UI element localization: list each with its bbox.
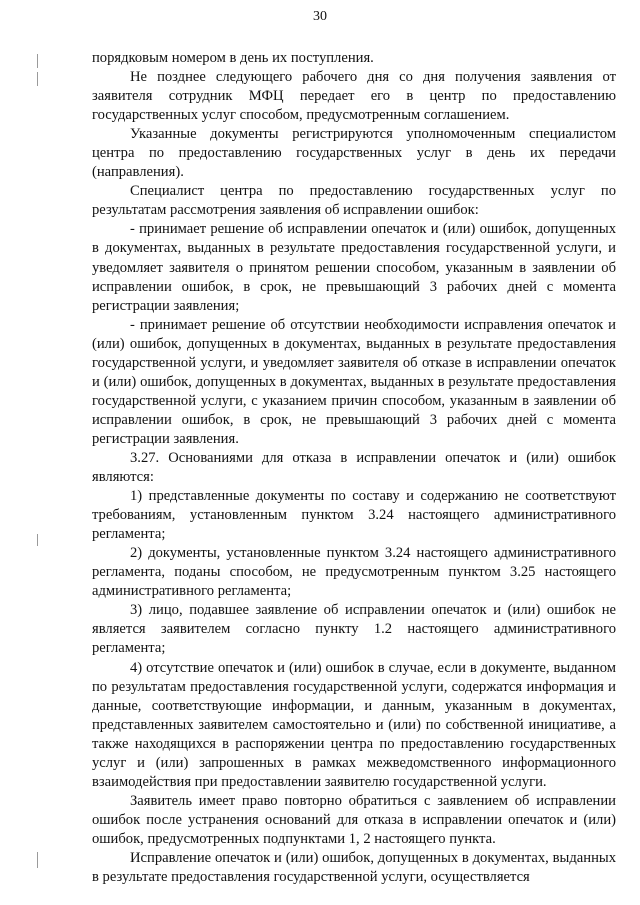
paragraph-3-27-grounds: 3.27. Основаниями для отказа в исправлении опечаток и (или) ошибок являются: (92, 449, 616, 486)
paragraph-continuation: порядковым номером в день их поступления. (92, 50, 374, 66)
scan-margin-mark (37, 54, 38, 68)
paragraph-correction-procedure: Исправление опечаток и (или) ошибок, допущенных в документах, выданных в результате предоставления государственной услуги, осуществляется (92, 849, 616, 886)
body-text (92, 49, 616, 887)
paragraph-specialist-review: Специалист центра по предоставлению государственных услуг по результатам рассмотрения заявления об исправлении ошибок: (92, 183, 616, 219)
paragraph-ground-1: 1) представленные документы по составу и содержанию не соответствуют требованиям, установленным пунктом 3.24 настоящего административного регламента; (92, 488, 616, 543)
page-number: 30 (313, 9, 327, 24)
paragraph-ground-4: 4) отсутствие опечаток и (или) ошибок в случае, если в документе, выданном по результатам предоставления государственной услуги, содержатся информация и данные, соответствующие информации, и данным, указанным в документах, представленных заявителем самостоятельно и (или) по собственной инициативе, а также находящихся в распоряжении центра по предоставлению государственных услуг и (или) запрошенных в рамках межведомственного информационного взаимодействия при предоставлении заявителю государственной услуги. (92, 659, 616, 790)
paragraph-ground-3: 3) лицо, подавшее заявление об исправлении опечаток и (или) ошибок не является заявителем согласно пункту 1.2 настоящего административного регламента; (92, 602, 616, 657)
paragraph-repeat-application: Заявитель имеет право повторно обратиться с заявлением об исправлении ошибок после устранения оснований для отказа в исправлении опечаток и (или) ошибок, предусмотренных подпунктами 1, 2 настоящего пункта. (92, 792, 616, 847)
scan-margin-mark (37, 852, 38, 868)
paragraph-registration: Указанные документы регистрируются уполномоченным специалистом центра по предоставлению государственных услуг в день их передачи (направления). (92, 126, 616, 181)
paragraph-mfc-transfer: Не позднее следующего рабочего дня со дня получения заявления от заявителя сотрудник МФЦ передает его в центр по предоставлению государственных услуг способом, предусмотренным соглашением. (92, 69, 616, 124)
scan-margin-mark (37, 534, 38, 546)
paragraph-ground-2: 2) документы, установленные пунктом 3.24 настоящего административного регламента, поданы способом, не предусмотренным пунктом 3.25 настоящего административного регламента; (92, 545, 616, 600)
scan-margin-mark (37, 72, 38, 86)
paragraph-decision-correction: - принимает решение об исправлении опечаток и (или) ошибок, допущенных в документах, выданных в результате предоставления государственной услуги, и уведомляет заявителя о принятом решении способом, указанным в заявлении об исправлении ошибок, в срок, не превышающий 3 рабочих дней с момента регистрации заявления; (92, 221, 616, 314)
paragraph-decision-refusal: - принимает решение об отсутствии необходимости исправления опечаток и (или) ошибок, допущенных в документах, выданных в результате предоставления государственной услуги, и уведомляет заявителя об отказе в исправлении опечаток и (или) ошибок, допущенных в документах, выданных в результате предоставления государственной услуги, с указанием причин способом, указанным в заявлении об исправлении ошибок, в срок, не превышающий 3 рабочих дней с момента регистрации заявления. (92, 316, 616, 447)
